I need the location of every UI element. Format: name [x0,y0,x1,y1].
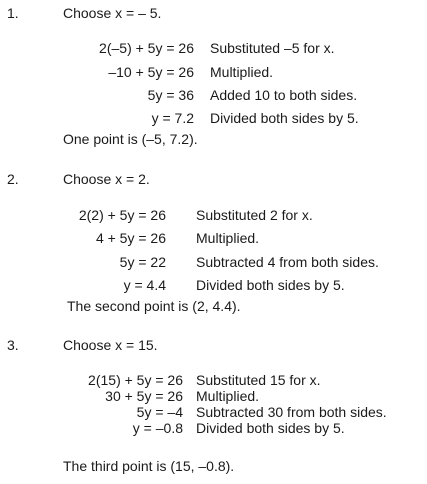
step-3-choose: Choose x = 15. [63,337,158,353]
step-1-equation-1: 2(–5) + 5y = 26 [99,40,194,56]
step-2-explanation-4: Divided both sides by 5. [196,277,345,293]
step-1-explanation-1: Substituted –5 for x. [210,40,335,56]
step-2-equation-1: 2(2) + 5y = 26 [78,207,166,223]
step-2-number: 2. [7,171,19,187]
step-1-equation-4: y = 7.2 [151,110,194,126]
step-1-number: 1. [7,5,19,21]
step-1-equation-2: –10 + 5y = 26 [108,64,194,80]
step-1-equation-3: 5y = 36 [147,87,194,103]
step-3-conclusion: The third point is (15, –0.8). [63,458,235,474]
step-2-explanation-3: Subtracted 4 from both sides. [196,254,379,270]
step-3-equation-1: 2(15) + 5y = 26 [88,372,183,388]
step-2-equation-2: 4 + 5y = 26 [95,230,166,246]
step-3-equation-3: 5y = –4 [136,404,183,420]
step-3-explanation-4: Divided both sides by 5. [196,420,345,436]
step-1-choose: Choose x = – 5. [63,5,162,21]
step-3-explanation-1: Substituted 15 for x. [196,372,321,388]
step-2-equation-4: y = 4.4 [123,277,166,293]
step-3-number: 3. [7,337,19,353]
step-3-explanation-2: Multiplied. [196,388,260,404]
step-1-explanation-2: Multiplied. [210,64,274,80]
step-2-explanation-1: Substituted 2 for x. [196,207,313,223]
step-3-equation-2: 30 + 5y = 26 [105,388,183,404]
step-2-conclusion: The second point is (2, 4.4). [67,298,241,314]
step-1-explanation-4: Divided both sides by 5. [210,110,359,126]
step-3-explanation-3: Subtracted 30 from both sides. [196,404,387,420]
step-3-equation-4: y = –0.8 [132,420,183,436]
step-2-equation-3: 5y = 22 [119,254,166,270]
step-2-choose: Choose x = 2. [63,171,150,187]
step-2-explanation-2: Multiplied. [196,230,260,246]
step-1-explanation-3: Added 10 to both sides. [210,87,358,103]
step-1-conclusion: One point is (–5, 7.2). [63,131,198,147]
